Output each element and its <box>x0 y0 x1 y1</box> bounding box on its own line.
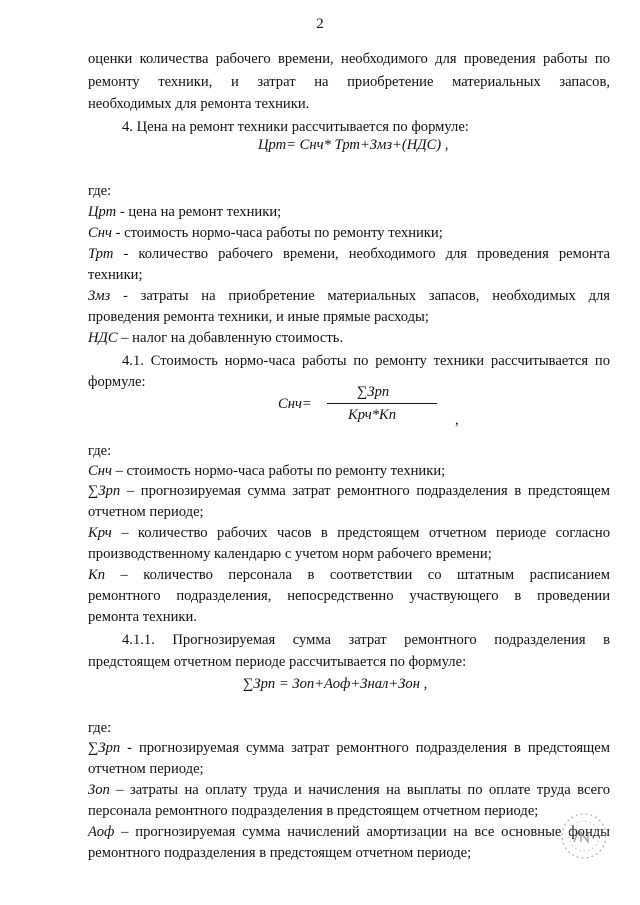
definition-line: НДС – налог на добавленную стоимость. <box>88 330 344 346</box>
term: Зоп <box>88 782 110 798</box>
text-line: формуле: <box>88 374 146 390</box>
definition-line: Змз - затраты на приобретение материальных запасов, необходимых для <box>88 288 610 304</box>
text-line: необходимых для ремонта техники. <box>88 96 310 112</box>
page-number: 2 <box>316 16 324 32</box>
text-line: отчетном периоде; <box>88 761 204 777</box>
term: ∑Зрп <box>88 740 121 756</box>
where-label: где: <box>88 720 112 736</box>
definition-line: Трт - количество рабочего времени, необходимого для проведения ремонта <box>88 246 610 262</box>
text-line: ремонту техники, и затрат на приобретение материальных запасов, <box>88 74 610 90</box>
definition-line: Крч – количество рабочих часов в предстоящем отчетном периоде согласно <box>88 525 610 541</box>
term: Крч <box>88 525 112 541</box>
term: ∑Зрп <box>88 483 121 499</box>
text-line: ремонтного подразделения в предстоящем отчетном периоде; <box>88 845 472 861</box>
text-line: оценки количества рабочего времени, необходимого для проведения работы по <box>88 51 610 67</box>
term: Снч <box>88 463 112 479</box>
term: Змз <box>88 288 111 304</box>
definition-line: Снч - стоимость нормо-часа работы по ремонту техники; <box>88 225 443 241</box>
definition-line: Кп – количество персонала в соответствии со штатным расписанием <box>88 567 610 583</box>
text-line: ремонтного подразделения, непосредственно участвующего в проведении <box>88 588 610 604</box>
definition-line: ∑Зрп - прогнозируемая сумма затрат ремонтного подразделения в предстоящем <box>88 740 610 756</box>
section-4-1-intro: 4.1. Стоимость нормо-часа работы по ремонту техники рассчитывается по <box>122 353 610 369</box>
section-4-intro: 4. Цена на ремонт техники рассчитывается по формуле: <box>122 119 469 135</box>
term: Црт <box>88 204 117 220</box>
stamp-mark <box>552 808 606 862</box>
text-line: ремонта техники. <box>88 609 197 625</box>
text-line: отчетном периоде; <box>88 504 204 520</box>
text-line: техники; <box>88 267 143 283</box>
definition-line: Зоп – затраты на оплату труда и начисления на выплаты по оплате труда всего <box>88 782 610 798</box>
definition-line: Снч – стоимость нормо-часа работы по ремонту техники; <box>88 463 446 479</box>
section-4-1-1-intro: 4.1.1. Прогнозируемая сумма затрат ремонтного подразделения в <box>122 632 610 648</box>
formula-lhs: Снч= <box>278 396 312 412</box>
text-line: предстоящем отчетном периоде рассчитывается по формуле: <box>88 654 467 670</box>
where-label: где: <box>88 183 112 199</box>
term: Трт <box>88 246 114 262</box>
term: Снч <box>88 225 112 241</box>
fraction-bar <box>327 403 437 404</box>
text-line: проведения ремонта техники, и иные прямые расходы; <box>88 309 429 325</box>
cost-sum-formula: ∑Зрп = Зоп+Аоф+Знал+Зон , <box>243 676 428 692</box>
price-formula: Црт= Снч* Трт+Змз+(НДС) , <box>258 137 449 153</box>
definition-line: ∑Зрп – прогнозируемая сумма затрат ремонтного подразделения в предстоящем <box>88 483 610 499</box>
term: Аоф <box>88 824 115 840</box>
formula-numerator: ∑Зрп <box>357 384 390 400</box>
text-line: персонала ремонтного подразделения в предстоящем отчетном периоде; <box>88 803 539 819</box>
text-line: производственному календарю с учетом норм рабочего времени; <box>88 546 492 562</box>
term: НДС <box>88 330 118 346</box>
formula-denominator: Крч*Кп <box>348 407 397 423</box>
definition-line: Аоф – прогнозируемая сумма начислений амортизации на все основные фонды <box>88 824 610 840</box>
definition-line: Црт - цена на ремонт техники; <box>88 204 282 220</box>
formula-comma: , <box>455 412 459 428</box>
term: Кп <box>88 567 105 583</box>
where-label: где: <box>88 443 112 459</box>
